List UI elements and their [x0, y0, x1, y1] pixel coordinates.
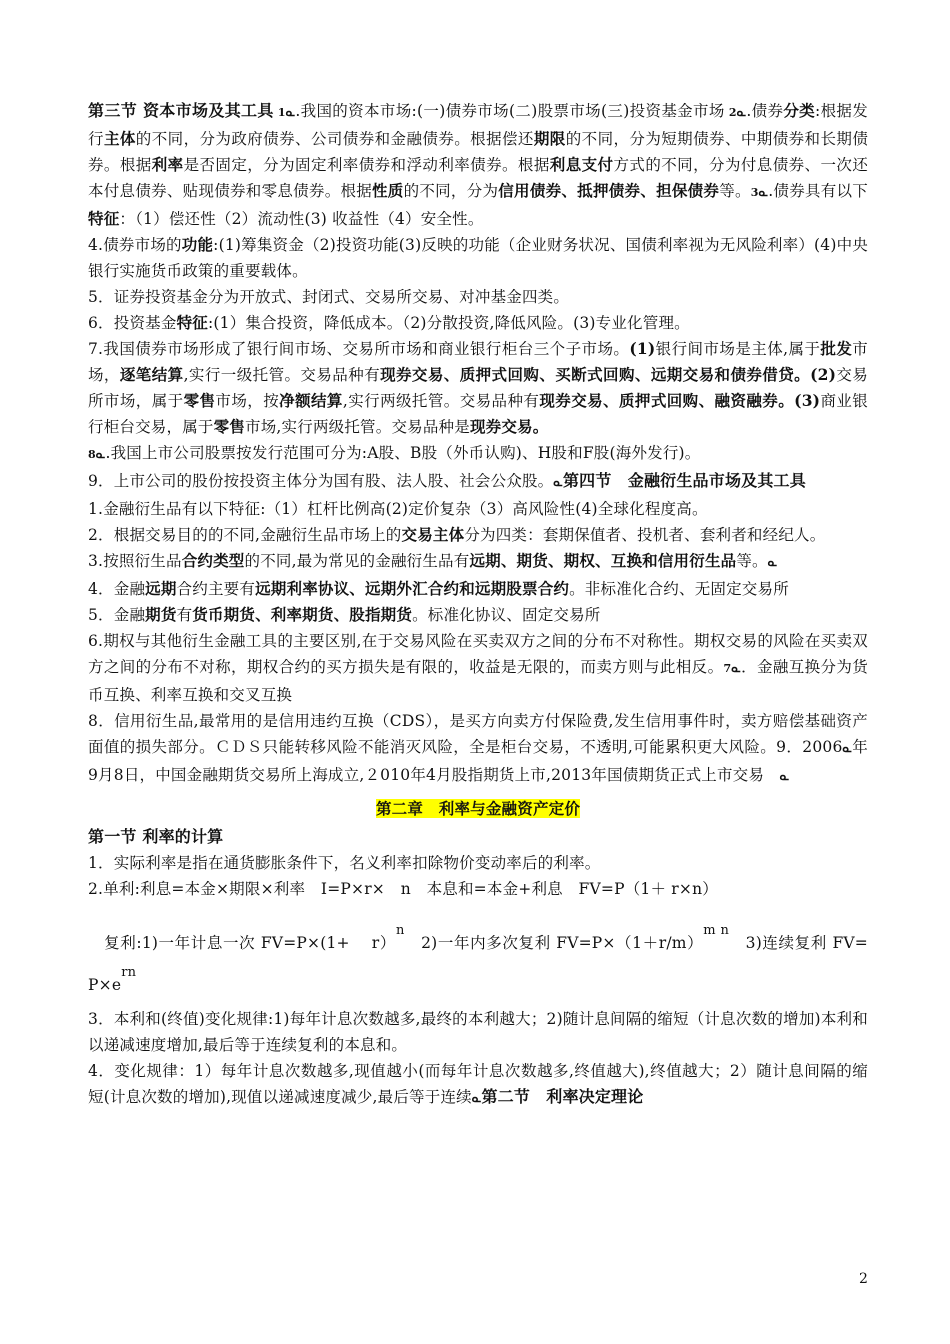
bullet-mark: ᓇ: [285, 106, 296, 119]
bullet-mark: ᓇ: [731, 662, 741, 675]
s4-item-1: 1.金融衍生品有以下特征:（1）杠杆比例高(2)定价复杂（3）高风险性(4)全球化程度高。: [88, 500, 708, 518]
t: 交易主体: [401, 525, 465, 544]
t: 4．变化规律：1）每年计息次数越多,现值越小(而每年计息次数越多,终值越大),终值越大；2）随计息间隔的缩短(计息次数的增加),现值以递减速度减少,最后等于连续: [88, 1062, 868, 1106]
t: 3.按照衍生品: [88, 552, 182, 570]
t: :(1）集合投资，降低成本。（2)分散投资,降低风险。(3)专业化管理。: [207, 314, 690, 332]
t: 的不同，分为政府债券、公司债券和金融债券。根据偿还: [135, 130, 534, 148]
t: ,实行两级托管。交易品种有: [342, 392, 540, 410]
exponent: m n: [703, 923, 730, 938]
section4-heading: 第四节 金融衍生品市场及其工具: [562, 471, 806, 490]
t: 市场,实行两级托管。交易品种是: [245, 418, 470, 436]
t: 的不同,最为常见的金融衍生品有: [244, 552, 470, 570]
section3-heading: 第三节 资本市场及其工具: [88, 101, 274, 120]
m: 1: [273, 106, 286, 119]
section3-paragraph: [88, 98, 868, 232]
t: .债券: [746, 102, 784, 120]
t: ,实行一级托管。交易品种有: [183, 366, 381, 384]
t: 9．上市公司的股份按投资主体分为国有股、法人股、社会公众股。: [88, 472, 554, 490]
t: ：（1）偿还性（2）流动性(3) 收益性（4）安全性。: [119, 210, 484, 228]
t: 4.债券市场的: [88, 236, 182, 254]
t: 货币期货、利率期货、股指期货: [192, 605, 413, 624]
t: 现券交易。: [469, 417, 549, 436]
t: 分为四类：套期保值者、投机者、套利者和经纪人。: [464, 526, 826, 544]
c-item-4: [88, 1058, 868, 1112]
c-item-3: 3．本利和(终值)变化规律:1)每年计息次数越多,最终的本利越大；2)随计息间隔的缩短（计息次数的增加)本利和以递减速度增加,最后等于连续复利的本息和。: [88, 1010, 868, 1054]
s4-item-2: [88, 522, 868, 548]
t: 期限: [533, 129, 566, 148]
bullet-mark: ᓇ: [95, 448, 106, 461]
t: 远期: [145, 579, 177, 598]
c-item-2: 2.单利:利息=本金×期限×利率 I=P×r× n 本息和=本金+利息 FV=P（1＋ r×n）: [88, 880, 718, 898]
t: 的不同，分为: [403, 182, 499, 200]
m: 3: [750, 186, 759, 199]
t: 特征: [88, 209, 120, 228]
t: 合约类型: [181, 551, 245, 570]
t: (1): [629, 339, 656, 358]
t: 。标准化协议、固定交易所: [412, 606, 601, 624]
bullet-mark: ᓇ: [736, 106, 747, 119]
t: 信用债券、抵押债券、担保债券: [498, 181, 720, 200]
item-7: [88, 336, 868, 440]
document-body: [88, 98, 889, 1112]
t: 4．金融: [88, 580, 146, 598]
exponent: n: [395, 923, 405, 938]
s4-item-8: [88, 708, 868, 790]
t: 商业银行柜台交易，属于: [88, 392, 868, 436]
t: 复利:1)一年计息一次 FV=P×(1+ r）: [104, 934, 396, 952]
item-4: [88, 232, 868, 284]
s4-item-3: [88, 548, 868, 576]
s4-item-6: [88, 628, 868, 708]
item-9: [88, 468, 868, 496]
m: 7: [723, 662, 732, 675]
s4-item-4: [88, 576, 868, 602]
c-item-1: 1．实际利率是指在通货膨胀条件下，名义利率扣除物价变动率后的利率。: [88, 854, 601, 872]
exponent: rn: [121, 965, 137, 980]
t: .债券具有以下: [768, 182, 869, 200]
t: .我国上市公司股票按发行范围可分为:A股、B股（外币认购)、H股和F股(海外发行)。: [105, 444, 701, 462]
item-8: [88, 440, 868, 468]
t: 现券交易、质押式回购、买断式回购、远期交易和债券借贷。(2): [380, 365, 837, 384]
t: 3)连续复利 FV= P×e: [88, 934, 889, 994]
t: 性质: [372, 181, 404, 200]
chapter-title: 第二章 利率与金融资产定价: [375, 799, 581, 818]
t: 分类: [783, 101, 816, 120]
t: 市场，按: [215, 392, 280, 410]
t: 2．根据交易目的的不同,金融衍生品市场上的: [88, 526, 402, 544]
t: 8．信用衍生品,最常用的是信用违约互换（CDS），是买方向卖方付保险费,发生信用事件时，卖方赔偿基础资产面值的损失部分。ＣＤＳ只能转移风险不能消灭风险，全是柜台交易，不透明,可能累积更大风险。: [88, 712, 868, 756]
t: :根据发行: [88, 102, 868, 148]
t: 期货: [145, 605, 177, 624]
t: 6.期权与其他衍生金融工具的主要区别,在于交易风险在买卖双方之间的分布不对称性。期权交易的风险在买卖双方之间的分布不对称，期权合约的买方损失是有限的，收益是无限的，而卖方则与此相反。: [88, 632, 868, 676]
t: 功能: [181, 235, 214, 254]
t: 远期利率协议、远期外汇合约和远期股票合约: [255, 579, 570, 598]
t: 6．投资基金: [88, 314, 177, 332]
t: 交易所市场，属于: [88, 366, 868, 410]
t: .我国的资本市场:(一)债券市场(二)股票市场(三)投资基金市场: [295, 102, 725, 120]
m: 8: [88, 448, 96, 461]
bullet-mark: ᓇ: [779, 770, 790, 783]
chapter-heading: [88, 796, 868, 822]
t: 利息支付: [549, 155, 614, 174]
section2-heading: 第二节 利率决定理论: [481, 1087, 644, 1106]
t: 逐笔结算: [119, 365, 184, 384]
section1-heading: [88, 824, 868, 850]
t: 合约主要有: [176, 580, 256, 598]
t: :(1)筹集资金（2)投资功能(3)反映的功能（企业财务状况、国债利率视为无风险利率）(4)中央银行实施货币政策的重要载体。: [88, 236, 868, 280]
t: 有: [176, 606, 193, 624]
t: 是否固定，分为固定利率债券和浮动利率债券。根据: [183, 156, 550, 174]
item-6: [88, 310, 868, 336]
t: 的不同，分为短期债券、中期债券和长期债券。根据: [88, 130, 869, 174]
t: 年9月8日，中国金融期货交易所上海成立,２010年4月股指期货上市,2013年国债期货正式上市交易: [88, 738, 869, 784]
t: 第一节 利率的计算: [88, 827, 224, 846]
t: 9．2006: [776, 738, 843, 756]
t: 特征: [176, 313, 208, 332]
t: 现券交易、质押式回购、融资融券。(3): [539, 391, 821, 410]
t: 净额结算: [279, 391, 343, 410]
bullet-mark: ᓇ: [553, 476, 563, 489]
t: 银行间市场是主体,属于: [655, 340, 821, 358]
t: 。非标准化合约、无固定交易所: [569, 580, 789, 598]
bullet-mark: ᓇ: [471, 1092, 482, 1105]
t: 2)一年内多次复利 FV=P×（1＋r/m）: [404, 934, 704, 952]
bullet-mark: ᓇ: [767, 556, 778, 569]
t: 远期、期货、期权、互换和信用衍生品: [469, 551, 737, 570]
t: 零售: [213, 417, 246, 436]
t: 等。: [736, 552, 768, 570]
t: 市场，: [88, 340, 868, 384]
t: 批发: [820, 339, 853, 358]
t: 等。: [719, 182, 751, 200]
t: 7.我国债券市场形成了银行间市场、交易所市场和商业银行柜台三个子市场。: [88, 340, 630, 358]
item-5: 5．证券投资基金分为开放式、封闭式、交易所交易、对冲基金四类。: [88, 288, 570, 306]
t: ．金融互换分为货币互换、利率互换和交叉互换: [88, 658, 868, 704]
s4-item-5: [88, 602, 868, 628]
t: 利率: [151, 155, 184, 174]
bullet-mark: ᓇ: [842, 742, 853, 755]
m: 2: [724, 106, 737, 119]
t: 主体: [103, 129, 136, 148]
t: 方式的不同，分为付息债券、一次还本付息债券、贴现债券和零息债券。根据: [88, 156, 869, 200]
t: 零售: [183, 391, 216, 410]
page-number: 2: [859, 1271, 868, 1287]
t: 5．金融: [88, 606, 146, 624]
compound-formula: [88, 916, 889, 1000]
bullet-mark: ᓇ: [758, 186, 769, 199]
